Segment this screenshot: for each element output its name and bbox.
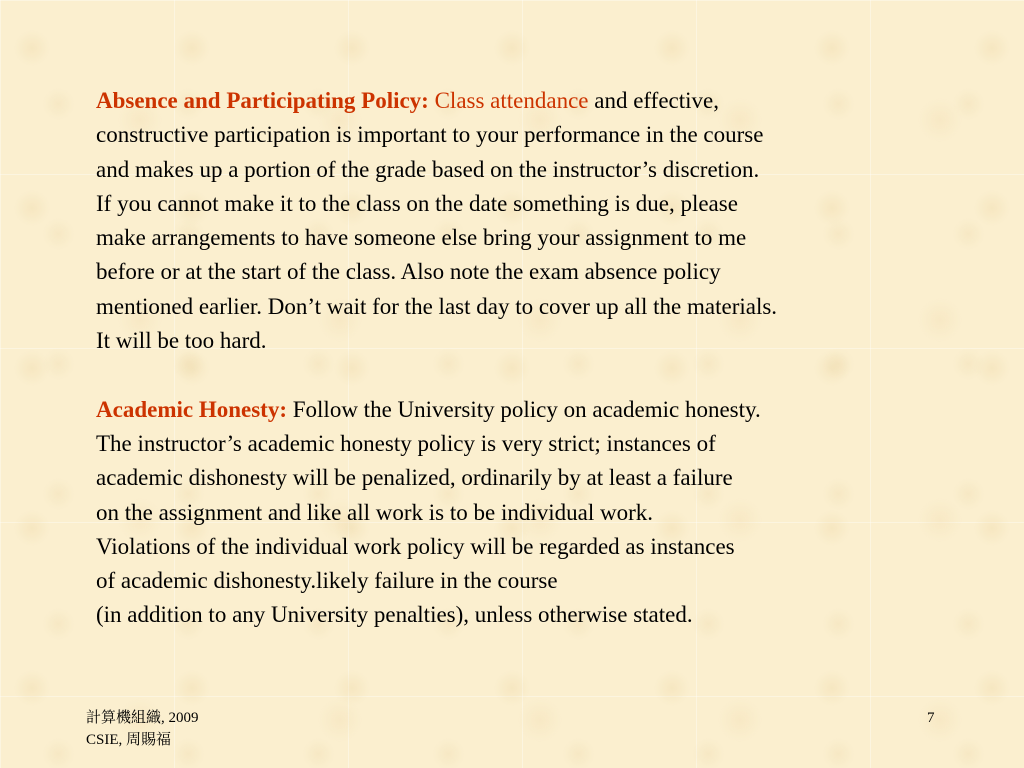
honesty-line: of academic dishonesty.likely failure in the course	[96, 568, 558, 594]
absence-line: before or at the start of the class. Also note the exam absence policy	[96, 259, 721, 285]
honesty-line: Violations of the individual work policy will be regarded as instances	[96, 533, 735, 559]
absence-first-line-text: and effective,	[588, 88, 719, 113]
absence-line: constructive participation is important to your performance in the course	[96, 122, 764, 148]
absence-policy-paragraph	[96, 84, 956, 358]
slide-footer	[86, 707, 199, 751]
academic-honesty-paragraph	[96, 393, 956, 633]
page-number: 7	[927, 710, 935, 726]
honesty-first-line	[96, 393, 956, 427]
honesty-line: academic dishonesty will be penalized, ordinarily by at least a failure	[96, 465, 733, 491]
course-label: 計算機組織, 2009	[86, 710, 199, 726]
absence-line: If you cannot make it to the class on the date something is due, please	[96, 190, 738, 216]
academic-honesty-heading: Academic Honesty:	[96, 396, 287, 422]
absence-policy-heading: Absence and Participating Policy:	[96, 88, 429, 113]
absence-line: mentioned earlier. Don’t wait for the last day to cover up all the materials.	[96, 293, 778, 319]
honesty-line: The instructor’s academic honesty policy is very strict; instances of	[96, 430, 716, 456]
absence-line: It will be too hard.	[96, 328, 267, 354]
slide-body	[96, 84, 956, 633]
honesty-line: on the assignment and like all work is to be individual work.	[96, 499, 654, 525]
author-label: CSIE, 周賜福	[86, 732, 172, 748]
honesty-first-line-text: Follow the University policy on academic honesty.	[287, 396, 761, 422]
absence-line: and makes up a portion of the grade based on the instructor’s discretion.	[96, 156, 760, 182]
absence-line: make arrangements to have someone else bring your assignment to me	[96, 225, 747, 251]
honesty-line: (in addition to any University penalties), unless otherwise stated.	[96, 602, 693, 628]
class-attendance-highlight: Class attendance	[434, 88, 589, 113]
absence-first-line	[96, 84, 956, 118]
paragraph-spacer	[96, 358, 956, 392]
